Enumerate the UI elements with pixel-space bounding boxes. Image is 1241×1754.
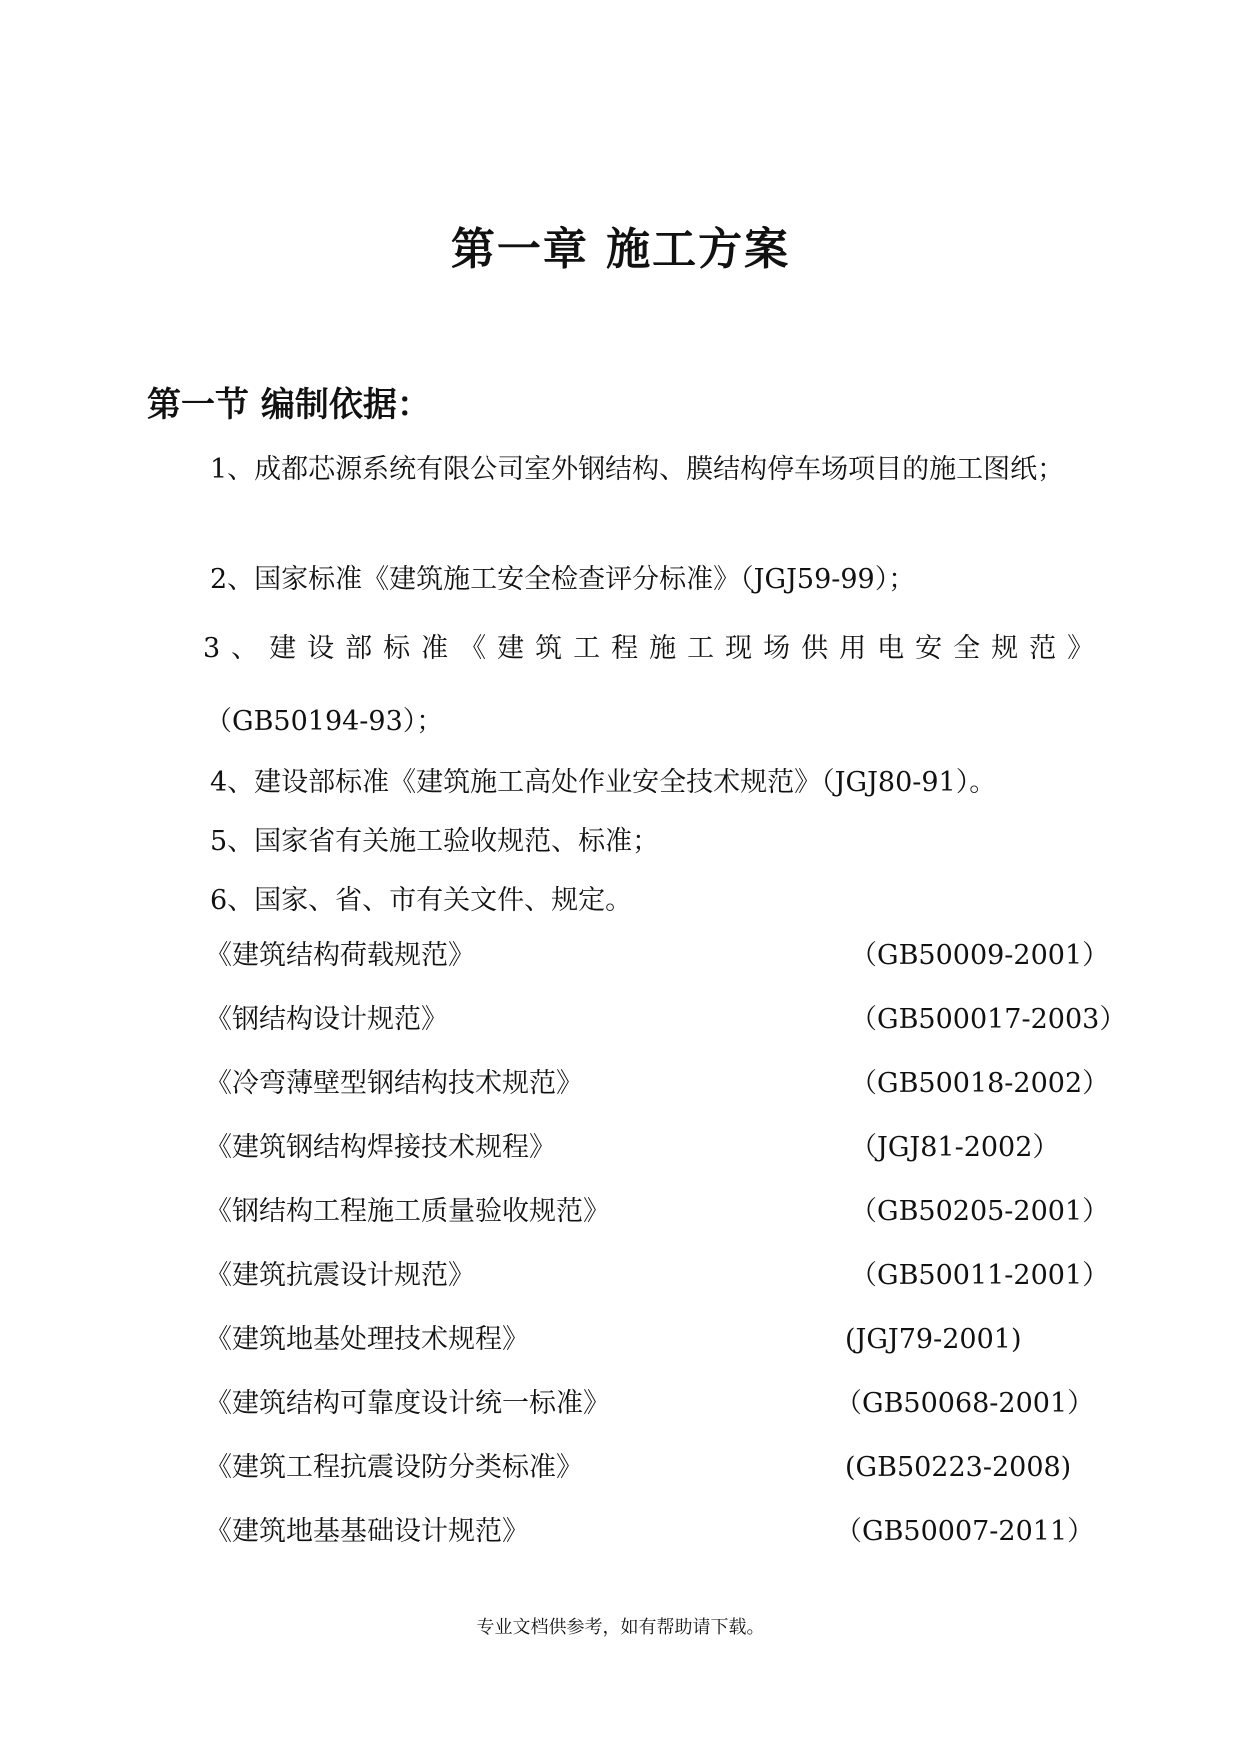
standard-name: 《建筑抗震设计规范》 [205,1260,475,1291]
standard-name: 《钢结构设计规范》 [205,1004,448,1035]
page-footer: 专业文档供参考，如有帮助请下载。 [476,1617,765,1638]
chapter-title: 第一章 施工方案 [450,224,791,275]
standard-row [205,1192,1115,1232]
standard-row [205,1128,1115,1168]
standard-code: （GB50205-2001） [850,1196,1110,1227]
standard-row [205,1320,1115,1360]
standard-row [205,936,1115,976]
standard-row [205,1064,1115,1104]
standard-row [205,1000,1127,1040]
standard-name: 《建筑结构可靠度设计统一标准》 [205,1388,610,1419]
basis-item-4: 4、建设部标准《建筑施工高处作业安全技术规范》（JGJ80-91）。 [210,767,997,798]
basis-item-3-line2: （GB50194-93）； [205,706,444,737]
standard-code: （GB50009-2001） [850,940,1110,971]
standard-code: （GB50011-2001） [850,1260,1110,1291]
standard-code: （JGJ81-2002） [850,1132,1060,1163]
section-title: 第一节 编制依据： [147,385,431,425]
basis-item-6: 6、国家、省、市有关文件、规定。 [210,885,633,916]
standard-row [205,1512,1115,1552]
standard-name: 《建筑地基基础设计规范》 [205,1516,529,1547]
standard-code: （GB500017-2003） [850,1004,1127,1035]
basis-item-5: 5、国家省有关施工验收规范、标准； [210,826,660,857]
standard-name: 《建筑工程抗震设防分类标准》 [205,1452,583,1483]
standard-code: （GB50018-2002） [850,1068,1110,1099]
standard-code: (GB50223-2008) [845,1452,1072,1483]
standard-name: 《钢结构工程施工质量验收规范》 [205,1196,610,1227]
basis-item-3-line1: 3、建设部标准《建筑工程施工现场供用电安全规范》 [203,633,1106,664]
standard-name: 《冷弯薄壁型钢结构技术规范》 [205,1068,583,1099]
standard-code: （GB50007-2011） [835,1516,1095,1547]
standard-code: （GB50068-2001） [835,1388,1095,1419]
standard-name: 《建筑钢结构焊接技术规程》 [205,1132,556,1163]
standard-name: 《建筑结构荷载规范》 [205,940,475,971]
basis-item-1: 1、成都芯源系统有限公司室外钢结构、膜结构停车场项目的施工图纸； [210,454,1065,485]
standard-row [205,1384,1115,1424]
standard-code: (JGJ79-2001) [845,1324,1022,1355]
standard-row [205,1448,1115,1488]
standard-name: 《建筑地基处理技术规程》 [205,1324,529,1355]
basis-item-2: 2、国家标准《建筑施工安全检查评分标准》（JGJ59-99）； [210,564,916,595]
standard-row [205,1256,1115,1296]
